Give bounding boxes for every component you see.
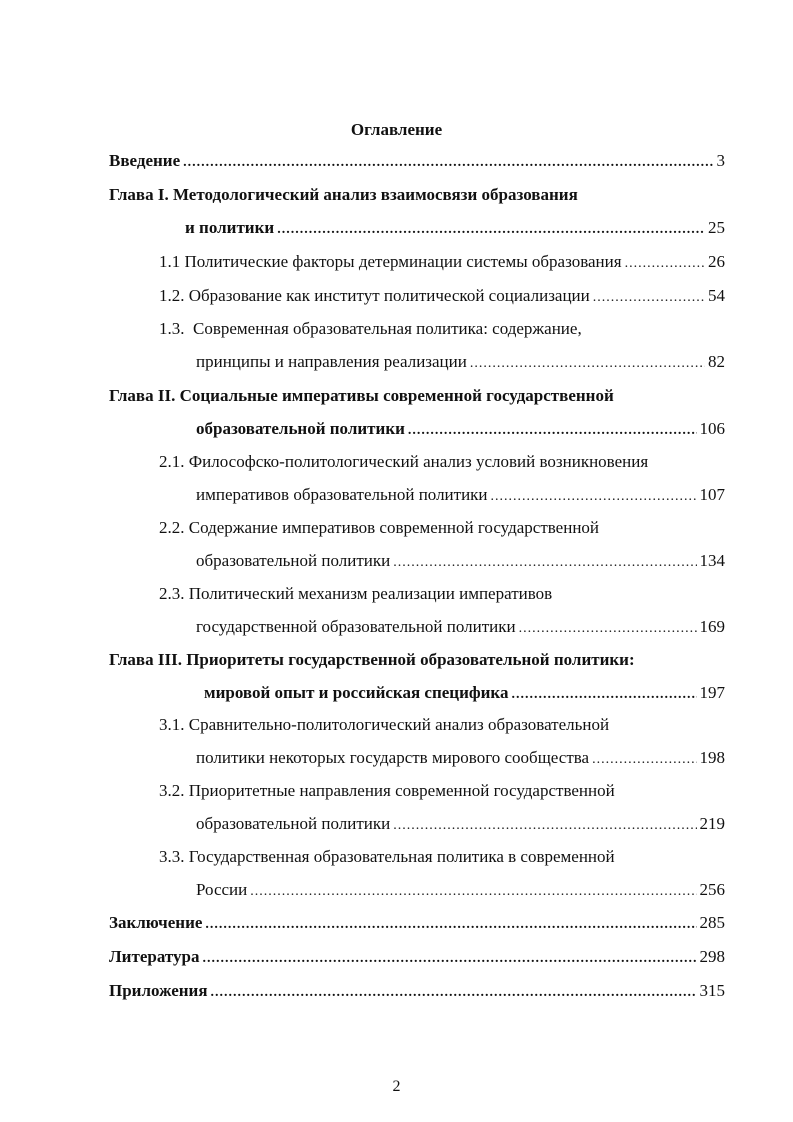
toc-entry-page: 106 <box>699 419 725 438</box>
toc-entry-text: государственной образовательной политики <box>196 617 516 636</box>
toc-entry-3-2-heading[interactable]: 3.2. Приоритетные направления современной государственной <box>159 781 615 800</box>
toc-entry-2-2-heading[interactable]: 2.2. Содержание императивов современной государственной <box>159 518 600 537</box>
toc-entry-1-3[interactable] <box>196 351 725 373</box>
toc-entry-text: Введение <box>109 151 181 170</box>
toc-leader-dots <box>205 914 696 936</box>
toc-entry-3-1[interactable] <box>196 747 725 769</box>
toc-entry-page: 3 <box>716 151 725 170</box>
toc-title: Оглавление <box>350 120 443 139</box>
toc-entry-text: Литература <box>109 947 200 966</box>
toc-entry-text: политики некоторых государств мирового сообщества <box>196 748 590 767</box>
toc-entry-3-3-heading[interactable]: 3.3. Государственная образовательная политика в современной <box>159 847 615 866</box>
toc-entry-text: Приложения <box>109 981 208 1000</box>
toc-entry-introduction[interactable] <box>109 150 725 172</box>
toc-entry-1-1[interactable] <box>159 251 725 273</box>
toc-entry-text: России <box>196 880 248 899</box>
toc-leader-dots <box>519 618 697 640</box>
toc-entry-3-1-heading[interactable]: 3.1. Сравнительно-политологический анализ образовательной <box>159 715 610 734</box>
toc-entry-text: и политики <box>185 218 275 237</box>
toc-entry-text: 1.2. Образование как институт политической социализации <box>159 286 590 305</box>
toc-entry-page: 197 <box>699 683 725 702</box>
toc-entry-page: 219 <box>699 814 725 833</box>
toc-entry-page: 82 <box>708 352 725 371</box>
toc-leader-dots <box>393 815 696 837</box>
toc-entry-chapter-2[interactable] <box>196 418 725 440</box>
toc-entry-text: принципы и направления реализации <box>196 352 467 371</box>
toc-entry-2-3[interactable] <box>196 616 725 638</box>
toc-chapter-3-heading[interactable]: Глава III. Приоритеты государственной образовательной политики: <box>109 650 635 669</box>
toc-entry-1-2[interactable] <box>159 285 725 307</box>
toc-leader-dots <box>183 152 713 174</box>
toc-leader-dots <box>625 253 705 275</box>
toc-entry-page: 134 <box>699 551 725 570</box>
toc-entry-text: образовательной политики <box>196 551 391 570</box>
toc-chapter-1-heading[interactable]: Глава I. Методологический анализ взаимосвязи образования <box>109 185 578 204</box>
toc-leader-dots <box>408 420 697 442</box>
toc-entry-3-3[interactable] <box>196 879 725 901</box>
toc-leader-dots <box>470 353 705 375</box>
toc-entry-page: 315 <box>699 981 725 1000</box>
toc-entry-2-2[interactable] <box>196 550 725 572</box>
toc-leader-dots <box>211 982 697 1004</box>
toc-entry-page: 25 <box>708 218 725 237</box>
toc-leader-dots <box>393 552 696 574</box>
toc-entry-conclusion[interactable] <box>109 912 725 934</box>
toc-entry-text: 1.1 Политические факторы детерминации системы образования <box>159 252 622 271</box>
toc-chapter-2-heading[interactable]: Глава II. Социальные императивы современной государственной <box>109 386 614 405</box>
toc-entry-1-3-heading[interactable]: 1.3. Современная образовательная политика: содержание, <box>159 319 582 338</box>
toc-entry-literature[interactable] <box>109 946 725 968</box>
toc-entry-2-1-heading[interactable]: 2.1. Философско-политологический анализ условий возникновения <box>159 452 649 471</box>
toc-leader-dots <box>250 881 696 903</box>
toc-entry-2-3-heading[interactable]: 2.3. Политический механизм реализации императивов <box>159 584 553 603</box>
toc-entry-page: 298 <box>699 947 725 966</box>
toc-leader-dots <box>511 684 696 706</box>
page-number: 2 <box>392 1078 401 1095</box>
toc-entry-text: мировой опыт и российская специфика <box>204 683 509 702</box>
toc-entry-chapter-3[interactable] <box>204 682 725 704</box>
toc-entry-page: 256 <box>699 880 725 899</box>
toc-leader-dots <box>202 948 696 970</box>
toc-entry-text: императивов образовательной политики <box>196 485 488 504</box>
toc-entry-page: 26 <box>708 252 725 271</box>
toc-entry-page: 285 <box>699 913 725 932</box>
toc-leader-dots <box>592 749 696 771</box>
toc-entry-page: 169 <box>699 617 725 636</box>
toc-entry-page: 107 <box>699 485 725 504</box>
toc-leader-dots <box>277 219 705 241</box>
toc-entry-text: Заключение <box>109 913 203 932</box>
toc-entry-page: 54 <box>708 286 725 305</box>
toc-entry-page: 198 <box>699 748 725 767</box>
toc-entry-2-1[interactable] <box>196 484 725 506</box>
toc-entry-appendices[interactable] <box>109 980 725 1002</box>
toc-entry-chapter-1[interactable] <box>185 217 725 239</box>
toc-leader-dots <box>491 486 697 508</box>
toc-leader-dots <box>593 287 705 309</box>
toc-entry-text: образовательной политики <box>196 419 405 438</box>
toc-entry-text: образовательной политики <box>196 814 391 833</box>
toc-entry-3-2[interactable] <box>196 813 725 835</box>
